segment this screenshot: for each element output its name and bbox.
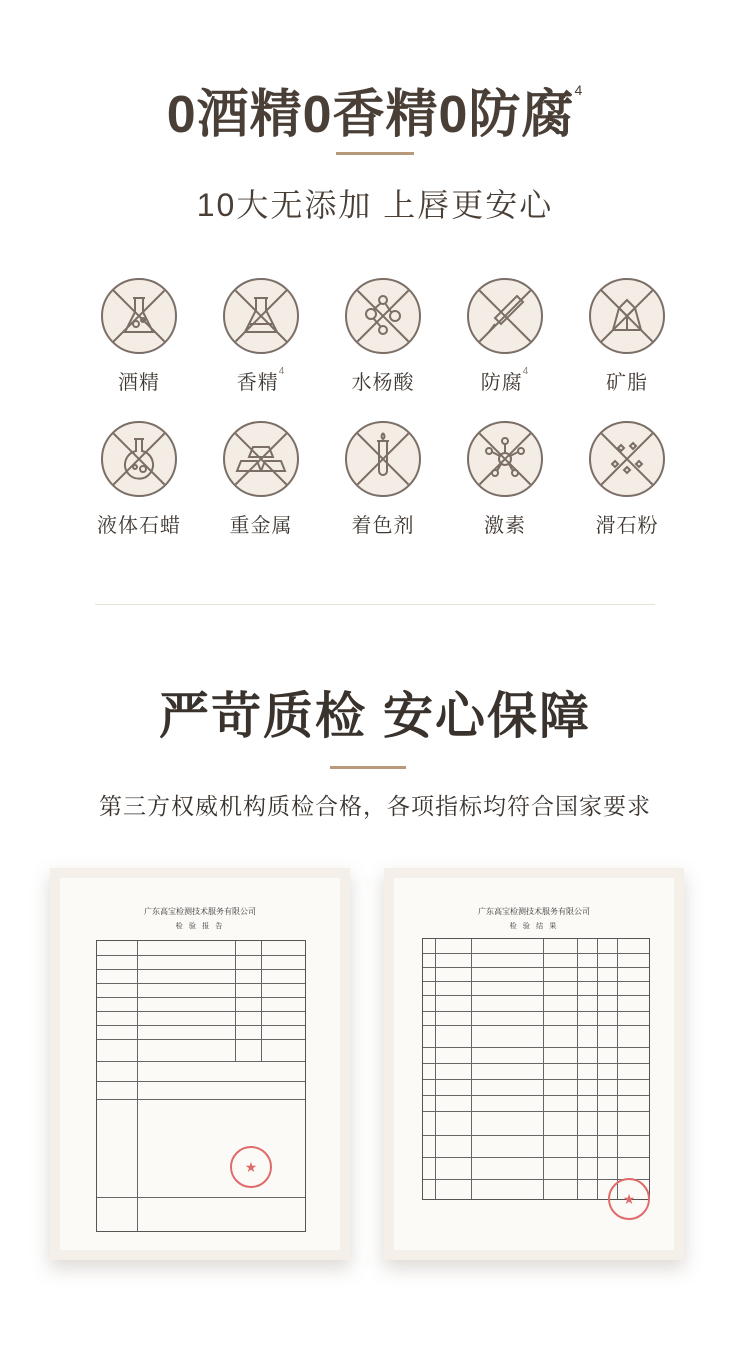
additive-item <box>78 421 200 538</box>
section-title <box>0 72 750 147</box>
dropper-crossed-icon <box>467 278 543 354</box>
title-footnote: 4 <box>574 82 584 98</box>
additive-label: 水杨酸 <box>351 372 415 394</box>
additive-label: 酒精 <box>118 372 160 394</box>
title-text: 0酒精0香精0防腐 <box>166 86 575 144</box>
results-org: 广东高宝检测技术服务有限公司 <box>478 907 590 916</box>
quality-divider <box>330 766 406 769</box>
inspection-report-paper <box>60 878 340 1250</box>
additive-item <box>200 421 322 538</box>
inspection-report-frame <box>50 868 350 1260</box>
powder-crossed-icon <box>589 421 665 497</box>
report-org: 广东高宝检测技术服务有限公司 <box>144 907 256 916</box>
molecule-crossed-icon <box>345 278 421 354</box>
title-divider <box>336 152 414 155</box>
quality-subtitle: 第三方权威机构质检合格，各项指标均符合国家要求 <box>99 793 651 819</box>
mineral-crossed-icon <box>589 278 665 354</box>
report-table <box>96 940 306 1232</box>
results-table <box>422 938 650 1200</box>
inspection-results-frame <box>384 868 684 1260</box>
section-subtitle: 10大无添加 上唇更安心 <box>196 187 554 223</box>
inspection-results-paper <box>394 878 674 1250</box>
no-additives-section <box>0 0 750 600</box>
ingots-crossed-icon <box>223 421 299 497</box>
additive-label: 矿脂 <box>606 372 648 394</box>
report-title: 检 验 报 告 <box>175 922 225 930</box>
official-seal-icon: ★ <box>608 1178 650 1220</box>
additive-item <box>444 421 566 538</box>
additive-icon-grid <box>78 278 688 538</box>
additive-label: 液体石蜡 <box>97 515 181 537</box>
additive-item <box>322 278 444 395</box>
section-divider <box>95 604 655 605</box>
official-seal-icon: ★ <box>230 1146 272 1188</box>
quality-title: 严苛质检 安心保障 <box>159 688 591 744</box>
testtube-crossed-icon <box>345 421 421 497</box>
results-title: 检 验 结 果 <box>509 922 559 930</box>
additive-item <box>78 278 200 395</box>
additive-label: 滑石粉 <box>595 515 659 537</box>
roundflask-crossed-icon <box>101 421 177 497</box>
additive-item <box>444 278 566 395</box>
additive-item <box>566 421 688 538</box>
additive-label: 香精$^4$ <box>236 366 286 394</box>
additive-label: 激素 <box>484 515 526 537</box>
additive-label: 防腐$^4$ <box>480 366 530 394</box>
beaker-crossed-icon <box>223 278 299 354</box>
hormone-crossed-icon <box>467 421 543 497</box>
additive-item <box>322 421 444 538</box>
additive-label: 着色剂 <box>351 515 415 537</box>
additive-item <box>566 278 688 395</box>
flask-crossed-icon <box>101 278 177 354</box>
additive-label: 重金属 <box>229 515 293 537</box>
additive-item <box>200 278 322 395</box>
